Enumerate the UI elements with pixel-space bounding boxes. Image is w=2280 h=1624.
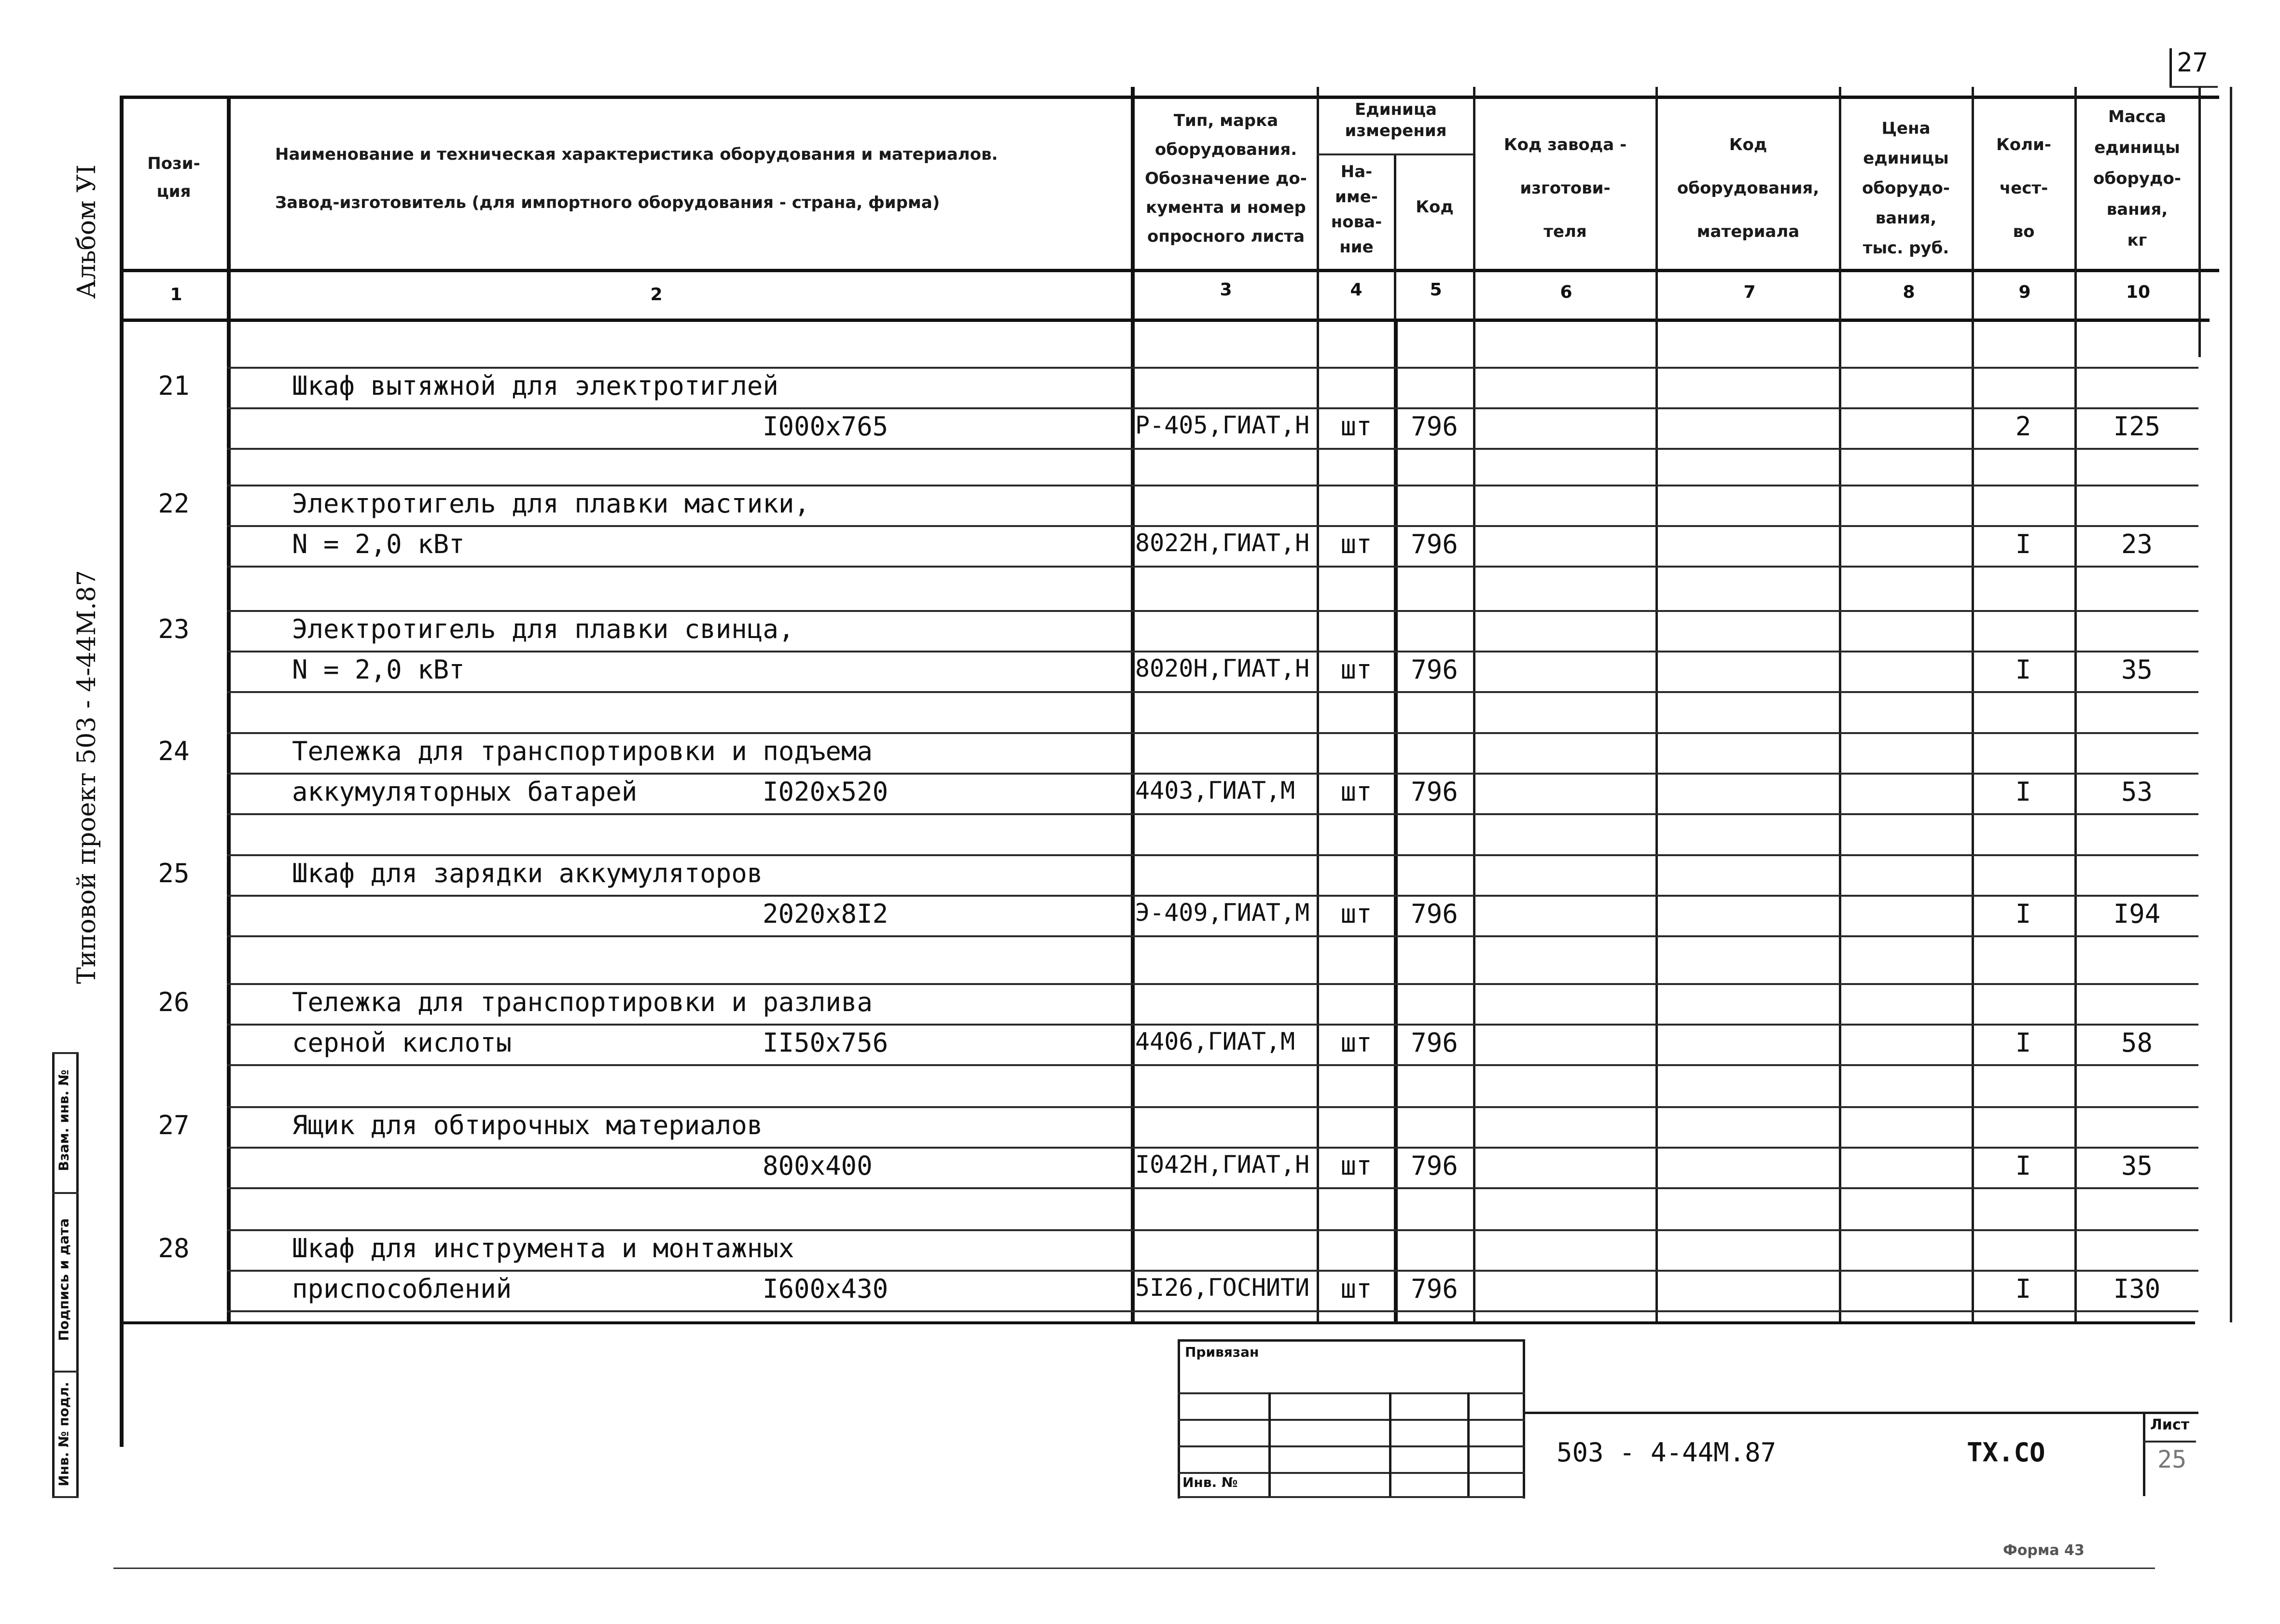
item-mass: 53 [2121,777,2153,807]
item-quantity: I [2015,899,2031,929]
item-quantity: I [2015,777,2031,807]
item-name-line2: аккумуляторных батарей [292,777,638,807]
privyazan-label: Привязан [1185,1344,1259,1360]
item-name-line1: Шкаф вытяжной для электротиглей [292,371,779,401]
header-col3: Тип, марка оборудования. Обозначение до- кумента и номер опросного листа [1145,111,1307,246]
item-position: 25 [158,858,190,888]
item-dimensions: II50x756 [763,1027,889,1058]
item-name-line1: Шкаф для зарядки аккумуляторов [292,858,763,888]
column-number-6: 6 [1560,282,1572,302]
header-col4: На- име- нова- ние [1331,162,1382,257]
item-position: 26 [158,987,190,1017]
item-name-line2: N = 2,0 кВт [292,654,465,685]
column-number-3: 3 [1220,280,1232,300]
item-name-line1: Тележка для транспортировки и подъема [292,736,873,766]
item-unit: шт [1340,777,1372,807]
header-col45-top: Единица измерения [1345,100,1447,140]
item-mass: 58 [2121,1027,2153,1058]
item-mass: I94 [2113,899,2161,929]
item-unit-code: 796 [1411,1151,1458,1181]
item-quantity: I [2015,654,2031,685]
item-name-line2: N = 2,0 кВт [292,529,465,559]
item-position: 22 [158,488,190,519]
item-quantity: 2 [2015,411,2031,442]
item-type-code: Р-405,ГИАТ,Н [1135,411,1310,439]
item-unit-code: 796 [1411,1027,1458,1058]
header-col9: Коли- чест- во [1996,135,2051,241]
item-mass: 35 [2121,1151,2153,1181]
item-unit: шт [1340,654,1372,685]
item-quantity: I [2015,1151,2031,1181]
item-quantity: I [2015,1027,2031,1058]
item-unit-code: 796 [1411,1274,1458,1304]
item-unit-code: 796 [1411,777,1458,807]
header-col8: Цена единицы оборудо- вания, тыс. руб. [1862,119,1950,258]
column-number-1: 1 [170,285,182,305]
item-mass: 23 [2121,529,2153,559]
item-name-line1: Ящик для обтирочных материалов [292,1110,763,1140]
header-col1: Пози- ция [147,154,200,201]
item-unit: шт [1340,899,1372,929]
item-unit: шт [1340,529,1372,559]
header-col10: Масса единицы оборудо- вания, кг [2093,107,2181,250]
item-dimensions: I000x765 [763,411,889,442]
item-type-code: 8020Н,ГИАТ,Н [1135,654,1310,682]
header-col7: Код оборудования, материала [1677,135,1820,241]
column-number-9: 9 [2018,282,2031,302]
item-type-code: 8022Н,ГИАТ,Н [1135,529,1310,557]
item-mass: 35 [2121,654,2153,685]
item-name-line2: приспособлений [292,1274,512,1304]
item-unit: шт [1340,1151,1372,1181]
header-col5: Код [1416,197,1454,217]
item-position: 28 [158,1233,190,1263]
item-quantity: I [2015,529,2031,559]
item-dimensions: 2020x8I2 [763,899,889,929]
item-type-code: I042Н,ГИАТ,Н [1135,1151,1310,1179]
side-project-label: Типовой проект 503 - 4-44М.87 [72,570,101,984]
side-album-label: Альбом УI [72,164,101,299]
column-number-8: 8 [1903,282,1915,302]
item-name-line1: Электротигель для плавки мастики, [292,488,810,519]
side-vzam-label: Взам. инв. № [56,1069,72,1171]
item-position: 24 [158,736,190,766]
item-name-line1: Шкаф для инструмента и монтажных [292,1233,794,1263]
item-unit-code: 796 [1411,411,1458,442]
item-unit-code: 796 [1411,529,1458,559]
item-type-code: 4403,ГИАТ,М [1135,777,1295,805]
side-inv-label: Инв. № подл. [56,1382,72,1486]
item-mass: I25 [2113,411,2161,442]
item-name-line1: Электротигель для плавки свинца, [292,614,794,644]
item-quantity: I [2015,1274,2031,1304]
column-number-7: 7 [1743,282,1756,302]
document-mark: ТХ.СО [1967,1437,2045,1468]
document-code: 503 - 4-44М.87 [1557,1437,1777,1468]
column-number-5: 5 [1430,280,1442,300]
form-label: Форма 43 [2003,1542,2085,1559]
sheet-number: 25 [2157,1445,2187,1473]
item-name-line2: серной кислоты [292,1027,512,1058]
column-number-2: 2 [650,285,663,305]
item-position: 27 [158,1110,190,1140]
item-mass: I30 [2113,1274,2161,1304]
header-col2: Наименование и техническая характеристика оборудования и материалов. Завод-изготовитель (для импортного оборудования - страна, фирма) [275,145,998,212]
page-number: 27 [2177,47,2209,78]
header-col6: Код завода - изготови- теля [1503,135,1627,241]
item-type-code: 5I26,ГОСНИТИ [1135,1274,1310,1302]
side-podpis-label: Подпись и дата [56,1218,72,1341]
item-type-code: Э-409,ГИАТ,М [1135,899,1310,927]
item-position: 21 [158,371,190,401]
item-unit-code: 796 [1411,654,1458,685]
item-dimensions: I020x520 [763,777,889,807]
column-number-4: 4 [1350,280,1362,300]
item-position: 23 [158,614,190,644]
sheet-label: Лист [2150,1416,2190,1433]
item-dimensions: 800x400 [763,1151,873,1181]
item-type-code: 4406,ГИАТ,М [1135,1027,1295,1055]
item-name-line1: Тележка для транспортировки и разлива [292,987,873,1017]
item-unit: шт [1340,1027,1372,1058]
column-number-10: 10 [2126,282,2151,302]
item-unit-code: 796 [1411,899,1458,929]
table-top-border [120,96,2219,99]
inv-no-label: Инв. № [1182,1474,1238,1490]
item-unit: шт [1340,411,1372,442]
item-unit: шт [1340,1274,1372,1304]
item-dimensions: I600x430 [763,1274,889,1304]
